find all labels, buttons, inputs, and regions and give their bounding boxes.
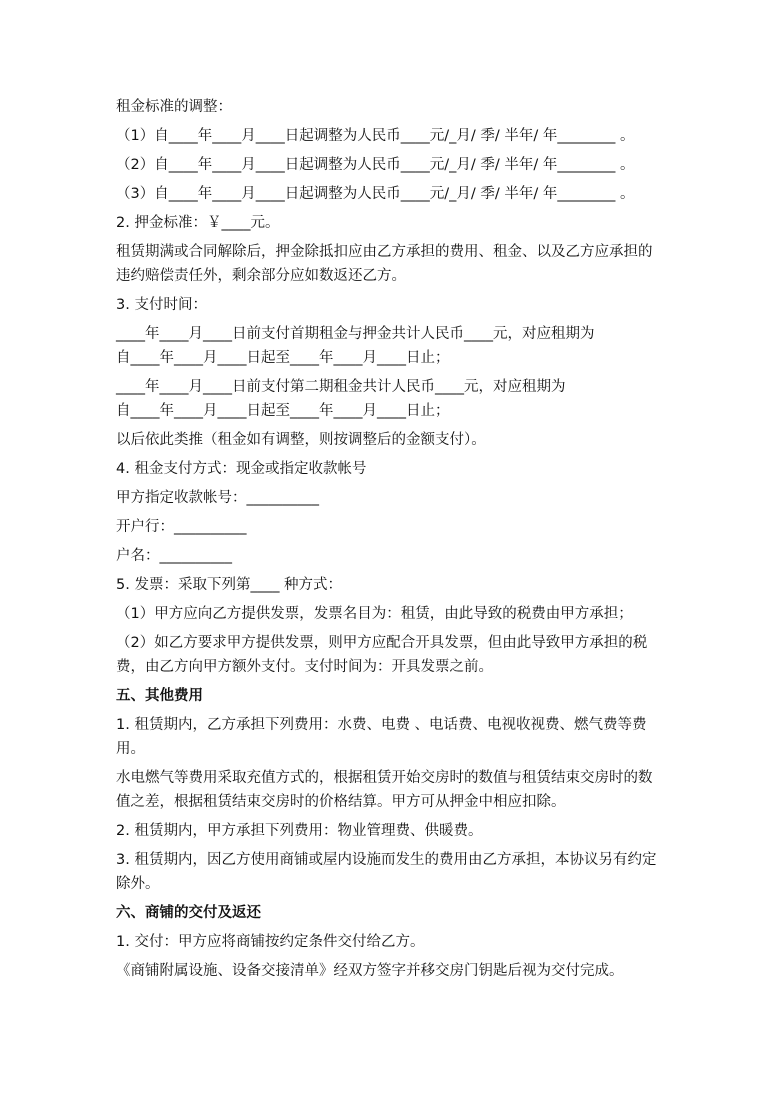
landlord-fees-paragraph: 2. 租赁期内，甲方承担下列费用：物业管理费、供暖费。 bbox=[116, 823, 483, 839]
handover-list-paragraph: 《商铺附属设施、设备交接清单》经双方签字并移交房门钥匙后视为交付完成。 bbox=[116, 963, 624, 979]
first-payment-line: ____年____月____日前支付首期租金与押金共计人民币____元，对应租期为 bbox=[116, 326, 595, 342]
tenant-fees-paragraph: 1. 租赁期内，乙方承担下列费用：水费、电费 、电话费、电视收视费、燃气费等费用。 bbox=[116, 717, 647, 757]
payment-method: 4. 租金支付方式：现金或指定收款帐号 bbox=[116, 461, 367, 477]
contract-body bbox=[116, 95, 662, 983]
account-name-field: 户名：__________ bbox=[116, 548, 232, 564]
account-number-field: 甲方指定收款帐号：__________ bbox=[116, 490, 319, 506]
invoice-option-2: （2）如乙方要求甲方提供发票，则甲方应配合开具发票，但由此导致甲方承担的税费，由乙方向甲方额外支付。支付时间为：开具发票之前。 bbox=[116, 635, 648, 675]
first-payment-period: 自____年____月____日起至____年____月____日止； bbox=[116, 350, 450, 366]
section-heading-delivery: 六、商铺的交付及返还 bbox=[116, 905, 261, 921]
rent-adjust-title: 租金标准的调整： bbox=[116, 99, 232, 115]
deposit-refund-paragraph: 租赁期满或合同解除后，押金除抵扣应由乙方承担的费用、租金、以及乙方应承担的违约赔偿责任外，剩余部分应如数返还乙方。 bbox=[116, 244, 653, 284]
rent-adjust-item-2: （2）自____年____月____日起调整为人民币____元/_月/ 季/ 半年/ 年________ 。 bbox=[116, 157, 635, 173]
invoice-option-1: （1）甲方应向乙方提供发票，发票名目为：租赁，由此导致的税费由甲方承担； bbox=[116, 606, 633, 622]
delivery-paragraph: 1. 交付：甲方应将商铺按约定条件交付给乙方。 bbox=[116, 934, 425, 950]
section-heading-other-fees: 五、其他费用 bbox=[116, 688, 203, 704]
second-payment-period: 自____年____月____日起至____年____月____日止； bbox=[116, 403, 450, 419]
utility-settlement-paragraph: 水电燃气等费用采取充值方式的，根据租赁开始交房时的数值与租赁结束交房时的数值之差，根据租赁结束交房时的价格结算。甲方可从押金中相应扣除。 bbox=[116, 770, 653, 810]
rent-adjust-item-3: （3）自____年____月____日起调整为人民币____元/_月/ 季/ 半年/ 年________ 。 bbox=[116, 186, 635, 202]
second-payment-line: ____年____月____日前支付第二期租金共计人民币____元，对应租期为 bbox=[116, 379, 566, 395]
bank-field: 开户行：__________ bbox=[116, 519, 247, 535]
rent-adjust-item-1: （1）自____年____月____日起调整为人民币____元/_月/ 季/ 半年/ 年________ 。 bbox=[116, 128, 635, 144]
facility-usage-fees-paragraph: 3. 租赁期内，因乙方使用商铺或屋内设施而发生的费用由乙方承担，本协议另有约定除外。 bbox=[116, 852, 657, 892]
invoice-title: 5. 发票：采取下列第____ 种方式： bbox=[116, 577, 343, 593]
payment-time-title: 3. 支付时间： bbox=[116, 297, 207, 313]
payment-analogy-note: 以后依此类推（租金如有调整，则按调整后的金额支付）。 bbox=[116, 432, 486, 448]
deposit-standard: 2. 押金标准：￥____元。 bbox=[116, 215, 280, 231]
